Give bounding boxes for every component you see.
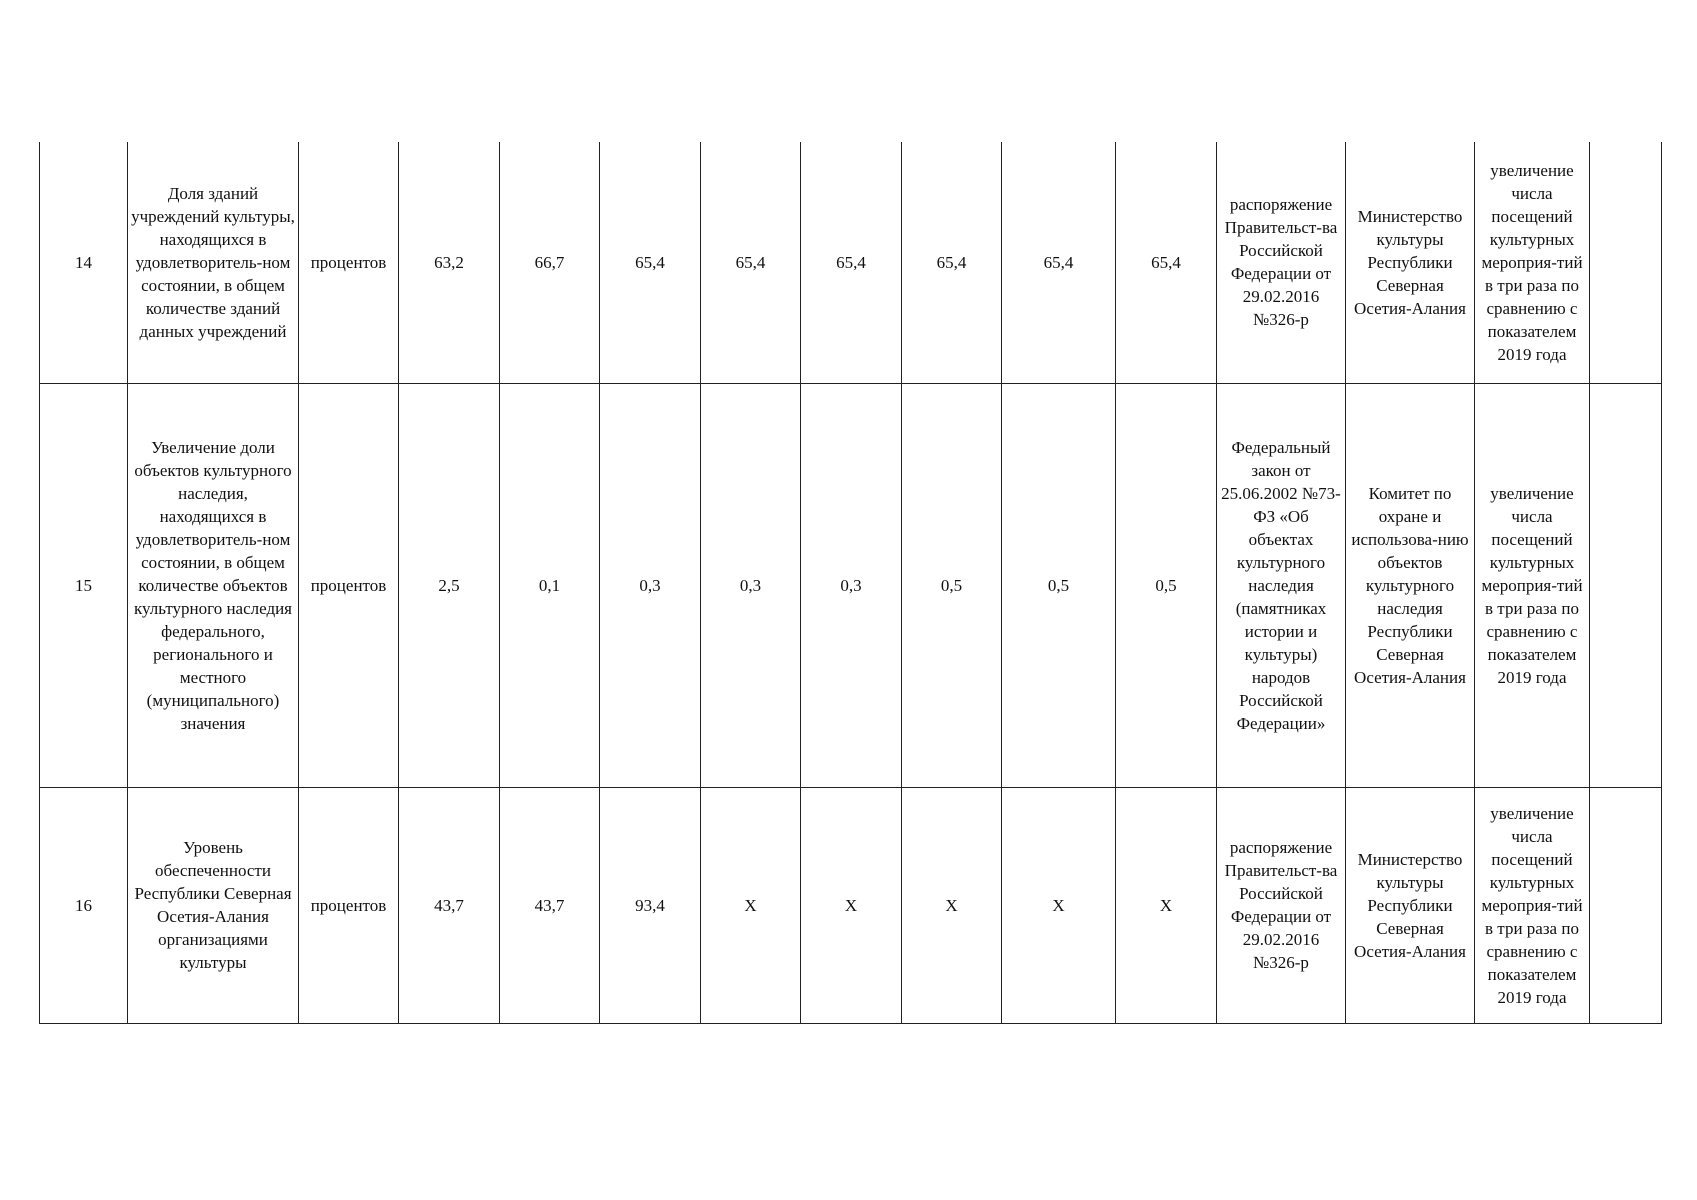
note-cell bbox=[1590, 142, 1662, 383]
value-cell: Х bbox=[1116, 787, 1217, 1023]
value-cell: 65,4 bbox=[902, 142, 1002, 383]
value-cell: 0,3 bbox=[701, 383, 801, 787]
indicators-table bbox=[39, 142, 1662, 1024]
note-cell bbox=[1590, 787, 1662, 1023]
goal-cell: увеличение числа посещений культурных мероприя-тий в три раза по сравнению с показателем 2019 года bbox=[1475, 383, 1590, 787]
value-cell: 0,1 bbox=[500, 383, 600, 787]
value-cell: 63,2 bbox=[399, 142, 500, 383]
indicator-name: Уровень обеспеченности Республики Северная Осетия-Алания организациями культуры bbox=[128, 787, 299, 1023]
table-row bbox=[40, 383, 1662, 787]
value-cell: 2,5 bbox=[399, 383, 500, 787]
value-cell: 93,4 bbox=[600, 787, 701, 1023]
table-row bbox=[40, 142, 1662, 383]
goal-cell: увеличение числа посещений культурных мероприя-тий в три раза по сравнению с показателем 2019 года bbox=[1475, 142, 1590, 383]
responsible-cell: Министерство культуры Республики Северная Осетия-Алания bbox=[1346, 787, 1475, 1023]
table-row bbox=[40, 787, 1662, 1023]
value-cell: 0,3 bbox=[801, 383, 902, 787]
value-cell: Х bbox=[801, 787, 902, 1023]
note-cell bbox=[1590, 383, 1662, 787]
value-cell: 0,5 bbox=[1002, 383, 1116, 787]
value-cell: 66,7 bbox=[500, 142, 600, 383]
value-cell: 0,5 bbox=[902, 383, 1002, 787]
responsible-cell: Министерство культуры Республики Северная Осетия-Алания bbox=[1346, 142, 1475, 383]
value-cell: Х bbox=[701, 787, 801, 1023]
value-cell: 0,5 bbox=[1116, 383, 1217, 787]
value-cell: 65,4 bbox=[600, 142, 701, 383]
value-cell: Х bbox=[902, 787, 1002, 1023]
legal-basis-cell: распоряжение Правительст-ва Российской Федерации от 29.02.2016 №326-р bbox=[1217, 142, 1346, 383]
value-cell: 65,4 bbox=[1116, 142, 1217, 383]
value-cell: 65,4 bbox=[801, 142, 902, 383]
value-cell: 43,7 bbox=[399, 787, 500, 1023]
value-cell: 43,7 bbox=[500, 787, 600, 1023]
row-number: 16 bbox=[40, 787, 128, 1023]
row-number: 15 bbox=[40, 383, 128, 787]
unit-cell: процентов bbox=[299, 787, 399, 1023]
goal-cell: увеличение числа посещений культурных мероприя-тий в три раза по сравнению с показателем 2019 года bbox=[1475, 787, 1590, 1023]
legal-basis-cell: Федеральный закон от 25.06.2002 №73-ФЗ «Об объектах культурного наследия (памятниках истории и культуры) народов Российской Федерации» bbox=[1217, 383, 1346, 787]
value-cell: 65,4 bbox=[701, 142, 801, 383]
value-cell: Х bbox=[1002, 787, 1116, 1023]
legal-basis-cell: распоряжение Правительст-ва Российской Федерации от 29.02.2016 №326-р bbox=[1217, 787, 1346, 1023]
indicator-name: Увеличение доли объектов культурного наследия, находящихся в удовлетворитель-ном состоянии, в общем количестве объектов культурного наследия федерального, регионального и местного (муниципального) значения bbox=[128, 383, 299, 787]
row-number: 14 bbox=[40, 142, 128, 383]
indicator-name: Доля зданий учреждений культуры, находящихся в удовлетворитель-ном состоянии, в общем количестве зданий данных учреждений bbox=[128, 142, 299, 383]
responsible-cell: Комитет по охране и использова-нию объектов культурного наследия Республики Северная Осетия-Алания bbox=[1346, 383, 1475, 787]
value-cell: 65,4 bbox=[1002, 142, 1116, 383]
unit-cell: процентов bbox=[299, 383, 399, 787]
value-cell: 0,3 bbox=[600, 383, 701, 787]
unit-cell: процентов bbox=[299, 142, 399, 383]
